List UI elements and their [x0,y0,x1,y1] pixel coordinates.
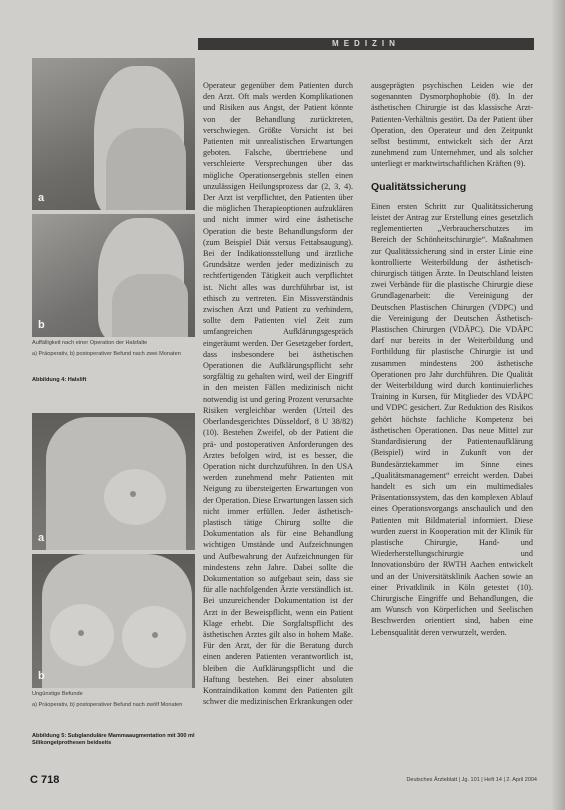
article-column-2 [203,80,353,782]
column2-paragraph: Operateur gegenüber dem Patienten durch den Arzt. Oft mals werden Komplikationen und Risiken aus Angst, der Patient könnte von der Behandlung zurücktreten, verschwiegen. Größte Vorsicht ist bei Patienten mit unrealistischen Erwartungen geboten. Falsche, übertriebene und verschleierte Versprechungen über das mögliche Operationsergebnis stellen einen unzulässigen Heilungsprozess dar (2, 3, 4). Der Arzt ist verpflichtet, den Patienten über die möglichen Therapieoptionen aufzuklären und nicht immer wird eine ästhetische Operation die beste Behandlungsform der (zum Beispiel Diät versus Fettabsaugung). Bei der Indikationsstellung und ärztliche Grundsätze werden jeder medizinisch zu rechtfertigenden Tätigkeit auch verpflichtet ist. Nicht alles was durchführbar ist, ist ethisch zu vertreten. Ein Missverständnis zwischen Arzt und Patient zu verhindern, sollte dem Patienten viel Zeit zum umfangreichen Aufklärungsgespräch eingeräumt werden. Der Gesetzgeber fordert, dass insbesondere bei ästhetischen Operationen die Aufklärungspflicht sehr sorgfältig zu gehalten wird, weil der Eingriff in den meisten Fällen medizinisch nicht notwendig ist und gering Prozent verursachte Risiken vergleichbar werden (Urteil des Oberlandesgerichtes Düsseldorf, 8 U 38/82) (10). Bestehen Zweifel, ob der Patient die prä- und postoperativen Anforderungen des Arztes befolgen wird, ist es besser, die Operation nicht durchzuführen. In den USA werden zunehmend mehr Patienten mit Neigung zu übersteigerten Erwartungen von der Operation. Diese Erwartungen lassen sich nicht immer erfüllen. Jeder ästhetisch-plastisch tätige Chirurg sollte die Dokumentation als für eine Behandlung wichtigen Umstände und Aufzeichnungen und Aufbewahrung der Aufzeichnungen für mindestens zehn Jahre. Dabei sollte die Dokumentation so aufgebaut sein, dass sie für alle nachfolgenden Ärzte verständlich ist. Bei unzureichender Dokumentation ist der Arzt in der Beweispflicht, wenn ein Patient Klage erhebt. Die Sorgfaltspflicht des ästhetischen Arztes gilt also in hohem Maße. Für den Arzt, der für die Beratung durch einen anderen Patienten verantwortlich ist, bleiben die Aufklärungspflicht und die Haftung bestehen. Bei einer absoluten Kontraindikation kommt den Patienten gilt schwer die medizinischen Erkrankungen oder [203,81,353,707]
figure5-label-a: a [38,532,45,544]
figure5-caption-title: Abbildung 5: Subglanduläre Mammaaugmentation mit 300 ml Silikongelprothesen beidseits [32,733,195,746]
figure4-caption-title: Abbildung 4: Halslift [32,377,87,383]
figure4-label-b: b [38,319,45,331]
section-heading-qualitaetssicherung: Qualitätssicherung [371,180,467,193]
column3-paragraph-top: ausgeprägten psychischen Leiden wie der sogenannten Dysmorphophobie (8). In der ästhetischen Chirurgie ist das klassische Arzt-Patienten-Verhältnis gestört. Da der Patient über Operation, den Operateur und den Zeitpunkt selbst bestimmt, entwickelt sich der Arzt zunehmend zum Unternehmer, und als solcher unterliegt er marktwirtschaftlichen Kräften (9). [371,81,533,169]
figure4-label-a: a [38,192,45,204]
page-edge-shadow [551,0,565,810]
figure4-caption-line2: a) Präoperativ, b) postoperativer Befund nach zwei Monaten [32,351,181,357]
page-number: C 718 [30,774,60,786]
figure5-caption-line1: Ungünstige Befunde [32,691,83,697]
figure4-photo-b [32,214,195,337]
figure5-label-b: b [38,670,45,682]
section-header-bar: MEDIZIN [198,38,534,50]
figure5-photo-b [32,554,195,688]
figure5-photo-a [32,413,195,550]
journal-reference: Deutsches Ärzteblatt | Jg. 101 | Heft 14 | 2. April 2004 [406,777,537,783]
figure4-caption-line1: Auffälligkeit nach einer Operation der Halsfalte [32,340,148,346]
figure4-photo-a [32,58,195,210]
column3-paragraph-bottom: Einen ersten Schritt zur Qualitätssicherung leistet der Antrag zur Erstellung eines gesetzlich reglementierten „Verbraucherschutzes im Bereich der Schönheitschirurgie“. Maßnahmen zur Qualitätssicherung sind in erster Linie eine kontrollierte Weiterbildung der ästhetisch-chirurgisch tätigen Ärzte. In Deutschland leisten zwei Verbände für die plastische Chirurgie diese Grundlagenarbeit: die Vereinigung der Deutschen Plastischen Chirurgen (VDPC) und die Vereinigung der Deutschen Ästhetisch-Plastischen Chirurgen (VDÄPC). Die VDÄPC darf nur bereits in der Weiterbildung und Fortbildung für plastische Chirurgie ist und zusammen mindestens 200 ästhetische Operationen pro Jahr durchführen. Die Qualität der Weiterbildung wird durch kontinuierliches Training in Kursen, für Mitglieder des VDÄPC und VDPC gesichert. Zur Reduktion des Risikos gehört höchste fachliche Kompetenz bei ästhetischen Operationen. Das neue Mittel zur Standardisierung der Patientenaufklärung (Beispiel) wird in Zukunft von der Bundesärztekammer im Sinne eines „Qualitätsmanagement“ erreicht werden. Dabei handelt es sich um ein multimediales Präsentationssystem, das den komplexen Ablauf eines Operationsvorgangs anschaulich und den Patienten mit Bildmaterial informiert. Diese wurden zuerst in Kooperation mit der Klinik für plastische Chirurgie, Hand- und Wiederherstellungschirurgie und Innovationsbüro der RWTH Aachen entwickelt und an der Universitätsklinik Aachen sowie an einer Privatklinik in Köln getestet (10). Chirurgische Eingriffe und Behandlungen, die am Wunsch von Körperlichen und Seelischen Beschwerden orientiert sind, haben eine Lebensqualität deren verwurzelt, werden. [371,201,533,637]
article-column-3 [371,80,533,782]
figure5-caption-line2: a) Präoperativ, b) postoperativer Befund nach zwölf Monaten [32,702,183,708]
